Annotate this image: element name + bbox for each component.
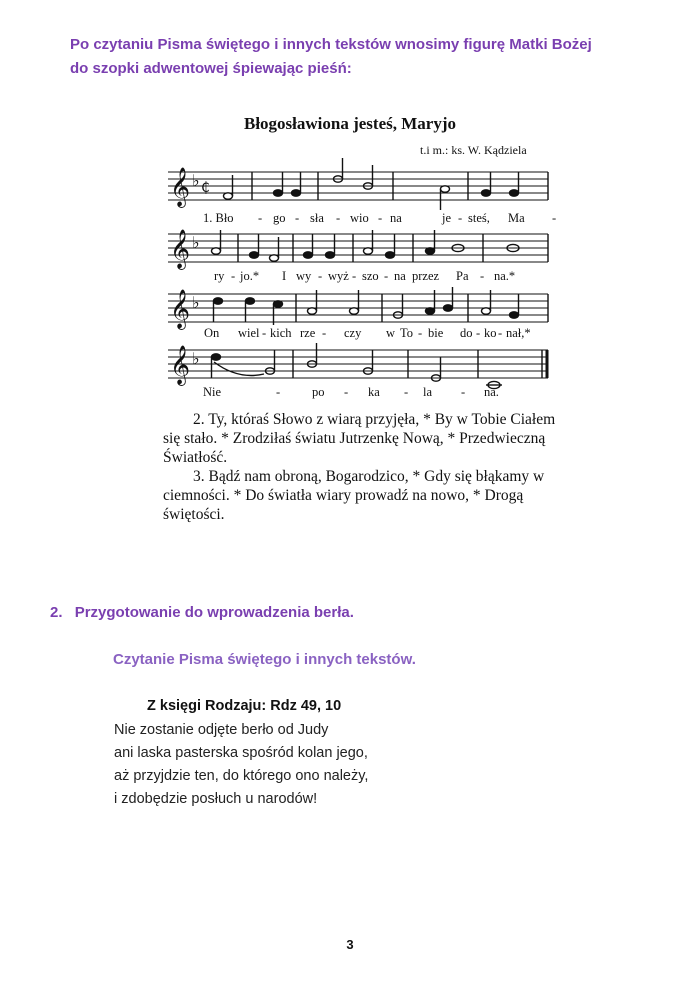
- svg-text:jo.*: jo.*: [240, 269, 260, 283]
- svg-text:szo: szo: [362, 269, 379, 283]
- reading-line: i zdobędzie posłuch u narodów!: [114, 791, 318, 807]
- reading-line: ani laska pasterska spośród kolan jego,: [114, 745, 368, 761]
- svg-text:-: -: [352, 269, 357, 283]
- svg-text:-: -: [418, 326, 423, 340]
- svg-text:-: -: [404, 385, 409, 399]
- flat-icon: ♭: [192, 293, 200, 312]
- svg-text:steś,: steś,: [468, 211, 490, 225]
- svg-text:-: -: [378, 211, 383, 225]
- lyrics-line-4: [203, 385, 499, 399]
- svg-text:-: -: [262, 326, 267, 340]
- svg-text:-: -: [458, 211, 463, 225]
- svg-text:-: -: [461, 385, 466, 399]
- lyrics-line-1: [203, 211, 556, 225]
- svg-text:To: To: [400, 326, 414, 340]
- svg-text:bie: bie: [428, 326, 444, 340]
- reading-source: Z księgi Rodzaju: Rdz 49, 10: [147, 698, 342, 714]
- svg-text:czy: czy: [344, 326, 362, 340]
- svg-text:wyż: wyż: [328, 269, 349, 283]
- staff-2: [168, 229, 548, 270]
- svg-text:-: -: [552, 211, 557, 225]
- svg-text:-: -: [480, 269, 485, 283]
- svg-text:-: -: [322, 326, 327, 340]
- svg-text:go: go: [273, 211, 286, 225]
- notes-staff-1: [224, 158, 549, 210]
- svg-text:la: la: [423, 385, 433, 399]
- svg-text:Ma: Ma: [508, 211, 525, 225]
- svg-text:wy: wy: [296, 269, 312, 283]
- svg-text:ko: ko: [484, 326, 497, 340]
- svg-text:sła: sła: [310, 211, 324, 225]
- lyrics-line-3: [204, 326, 531, 340]
- section-heading: [50, 604, 354, 621]
- staff-3: [168, 287, 548, 330]
- svg-text:przez: przez: [412, 269, 440, 283]
- svg-text:nał,*: nał,*: [506, 326, 531, 340]
- flat-icon: ♭: [192, 171, 200, 190]
- svg-text:Pa: Pa: [456, 269, 469, 283]
- svg-text:kich: kich: [270, 326, 292, 340]
- svg-text:rze: rze: [300, 326, 316, 340]
- song-title: Błogosławiona jesteś, Maryjo: [243, 114, 456, 133]
- section-title: Przygotowanie do wprowadzenia berła.: [74, 604, 354, 621]
- svg-text:ka: ka: [368, 385, 380, 399]
- staff-1: [168, 158, 548, 210]
- svg-text:wiel: wiel: [238, 326, 260, 340]
- notes-staff-3: [214, 287, 549, 325]
- cut-time-icon: ₵: [201, 180, 210, 196]
- svg-text:wio: wio: [350, 211, 369, 225]
- reading-line: aż przyjdzie ten, do którego ono należy,: [114, 768, 369, 784]
- song-credits: t.i m.: ks. W. Kądziela: [420, 143, 527, 157]
- intro-line-1: Po czytaniu Pisma świętego i innych tekstów wnosimy figurę Matki Bożej: [70, 36, 592, 53]
- lyrics-line-2: [214, 269, 515, 283]
- treble-clef-icon: 𝄞: [170, 289, 191, 329]
- svg-text:-: -: [231, 269, 236, 283]
- verse-3: 3. Bądź nam obroną, Bogarodzico, * Gdy się błąkamy w ciemności. * Do światła wiary prowadź na nowo, * Drogą świętości.: [163, 468, 545, 523]
- reading-text: [114, 719, 368, 811]
- svg-text:On: On: [204, 326, 220, 340]
- svg-text:I: I: [282, 269, 287, 283]
- svg-text:w: w: [386, 326, 396, 340]
- svg-text:-: -: [498, 326, 503, 340]
- svg-text:-: -: [295, 211, 300, 225]
- staff-4: [168, 343, 548, 389]
- svg-text:-: -: [276, 385, 281, 399]
- song-verses: [163, 410, 563, 524]
- intro-line-2: do szopki adwentowej śpiewając pieśń:: [70, 60, 352, 77]
- svg-text:na.: na.: [484, 385, 499, 399]
- svg-text:po: po: [312, 385, 325, 399]
- flat-icon: ♭: [192, 349, 200, 368]
- treble-clef-icon: 𝄞: [170, 345, 191, 385]
- svg-text:je: je: [442, 211, 452, 225]
- notes-staff-2: [212, 230, 549, 262]
- treble-clef-icon: 𝄞: [170, 229, 191, 269]
- reading-heading: Czytanie Pisma świętego i innych tekstów.: [113, 651, 416, 668]
- svg-text:Nie: Nie: [203, 385, 222, 399]
- svg-text:-: -: [258, 211, 263, 225]
- svg-text:na: na: [394, 269, 406, 283]
- reading-line: Nie zostanie odjęte berło od Judy: [114, 722, 329, 738]
- svg-text:na.*: na.*: [494, 269, 516, 283]
- svg-text:-: -: [318, 269, 323, 283]
- treble-clef-icon: 𝄞: [170, 167, 191, 207]
- page-number: 3: [346, 937, 354, 952]
- svg-text:na: na: [390, 211, 402, 225]
- flat-icon: ♭: [192, 233, 200, 252]
- verse-2: 2. Ty, któraś Słowo z wiarą przyjęła, * By w Tobie Ciałem się stało. * Zrodziłaś światu Jutrzenkę Nową, * Przedwieczną Światłość.: [163, 411, 556, 466]
- svg-text:ry: ry: [214, 269, 225, 283]
- section-number: 2.: [50, 604, 63, 621]
- svg-text:-: -: [336, 211, 341, 225]
- svg-text:-: -: [476, 326, 481, 340]
- svg-text:1. Bło: 1. Bło: [203, 211, 234, 225]
- svg-text:do: do: [460, 326, 473, 340]
- svg-text:-: -: [344, 385, 349, 399]
- svg-text:-: -: [384, 269, 389, 283]
